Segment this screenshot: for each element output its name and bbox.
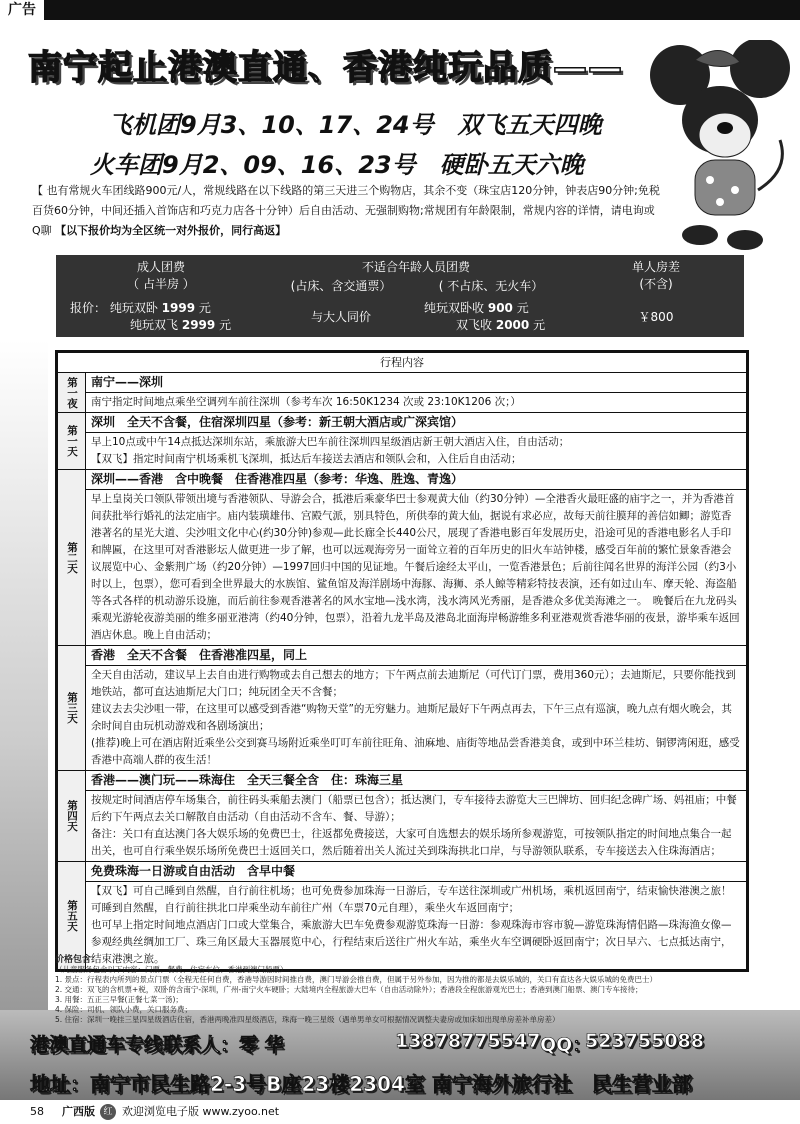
itinerary-table (55, 350, 749, 972)
day-description: 早上10点或中午14点抵达深圳东站，乘旅游大巴车前往深圳四星级酒店新王朝大酒店入住，自由活动； 【双飞】指定时间南宁机场乘机飞深圳，抵达后车接送去酒店和领队会和，入住后自由活动； (86, 433, 747, 470)
itinerary-day-body-row (58, 433, 747, 470)
note-line: （儿童服务包含以下内容：门票、餐费、住宿车位、香港到澳门船票） (55, 965, 288, 974)
itinerary-day-body-row (58, 666, 747, 771)
day-label: 第二天 (58, 470, 86, 646)
contact-person: 港澳直通车专线联系人：零 华 (30, 1034, 284, 1056)
itinerary-day-body-row (58, 791, 747, 862)
page-title: 南宁起止港澳直通、香港纯玩品质—— (28, 48, 623, 88)
day-title: 免费珠海一日游或自由活动 含早中餐 (86, 862, 747, 882)
day-label: 第五天 (58, 862, 86, 970)
notes-title: 价格包含： (55, 955, 101, 965)
contact-phone: 13878775547 (395, 1030, 541, 1052)
minnie-mouse-illustration (640, 40, 795, 255)
intro-price-note: 【以下报价均为全区统一对外报价，同行高返】 (55, 224, 287, 237)
flight-tour-subtitle: 飞机团9月3、10、17、24号 双飞五天四晚 (108, 111, 602, 139)
itinerary-day-row (58, 373, 747, 393)
itinerary-header: 行程内容 (58, 353, 747, 373)
unsuitable-fee-sub-bed: (占床、含交通票） (290, 279, 392, 293)
nobed-price-line2: 双飞收 2000 元 (456, 318, 546, 332)
decorative-left-strip (0, 340, 48, 1010)
edition-badge: 红 (100, 1104, 116, 1120)
unsuitable-fee-header: 不适合年龄人员团费 (361, 260, 470, 274)
itinerary-day-body-row (58, 490, 747, 646)
single-room-price: ￥800 (638, 310, 674, 324)
contact-line (30, 1030, 770, 1060)
day-description: 按规定时间酒店停车场集合，前往码头乘船去澳门（船票已包含）；抵达澳门，专车接待去游览大三巴牌坊、回归纪念碑广场、妈祖庙；中餐后约下午两点去关口解散自由活动（自由活动不含车、餐、导游）； 备注：关口有直达澳门各大娱乐场的免费巴士，往返都免费接送，大家可自选想去的娱乐场所参观游览，可按领队指定的时间地点集合一起出关，也可自行乘坐娱乐场所免费巴士返回关口，然后随着出关人流过关到珠海拱北口岸，与导游领队联系，专车接送去入住珠海酒店； (86, 791, 747, 862)
itinerary-day-row (58, 862, 747, 882)
price-includes-notes (55, 955, 745, 1025)
itinerary-day-row (58, 771, 747, 791)
day-title: 香港 全天不含餐 住香港准四星，同上 (86, 646, 747, 666)
day-label: 第一夜 (58, 373, 86, 413)
top-bar (0, 0, 800, 20)
intro-body: 【 也有常规火车团线路900元/人，常规线路在以下线路的第三天进三个购物店，其余不变（珠宝店120分钟，钟表店90分钟;免税百货60分钟，中间还插入首饰店和巧克力店各十分钟）后自由活动、无强制购物;常规团有年龄限制，常规内容的详情，请电询或Q聊 (32, 184, 660, 237)
adult-price-line2: 纯玩双飞 2999 元 (130, 318, 232, 332)
note-line: 1. 景点：行程表内所列的景点门票（全程无任何自费，香港导游因时间推自费，澳门导游会推自费，但属于另外参加，因为推的都是去娱乐城的，关口有直达各大娱乐城的免费巴士） (55, 975, 658, 984)
adult-fee-header: 成人团费 (136, 260, 185, 274)
page-number: 58 (30, 1105, 44, 1118)
nobed-price-line1: 纯玩双卧收 900 元 (424, 301, 529, 315)
train-tour-subtitle: 火车团9月2、09、16、23号 硬卧五天六晚 (90, 151, 584, 179)
note-line: 2. 交通：双飞的含机票+税，双卧的含南宁-深圳，广州-南宁火车硬卧；大陆境内全程旅游大巴车（自由活动除外）；香港段全程旅游观光巴士；香港到澳门船票、澳门专车接待； (55, 985, 643, 994)
qq-number: 523755088 (585, 1030, 704, 1052)
day-title: 香港——澳门玩——珠海住 全天三餐全含 住：珠海三星 (86, 771, 747, 791)
itinerary-day-row (58, 646, 747, 666)
day-label: 第三天 (58, 646, 86, 771)
same-as-adult-price: 与大人同价 (310, 310, 371, 324)
day-description: 早上皇岗关口领队带领出境与香港领队、导游会合，抵港后乘豪华巴士参观黄大仙（约30分钟）—全港香火最旺盛的庙宇之一，并为香港首间获批举行婚礼的法定庙宇。庙内装璜雄伟、宫殿气派，别具特色，所供奉的黄大仙，据说有求必应，故每天前往膜拜的善信如鲫；游览香港著名的星光大道、尖沙咀文化中心(约30分钟)参观—此长廊全长440公尺，展现了香港电影百年发展历史，沿途可见的香港电影名人手印和牌匾，在这里可对香港影坛人做更进一步了解，也可以远观海旁另一面耸立着的百年历史的旧火车站钟楼，感受百年前的繁忙景象香港会议展览中心、金紫荆广场（约20分钟）—1997回归中国的见证地。午餐后途经太平山，一览香港景色；后前往闻名世界的海洋公园（约3小时以上，包票），您可看到全世界最大的水族馆、鲨鱼馆及海洋剧场中海豚、海狮、杀人鲸等精彩特技表演，还有如过山车、摩天轮、海盗船等各式各样的机动游乐设施，而后前往参观香港著名的风水宝地—浅水湾，浅水湾风光秀丽，是香港众多优美海滩之一。 晚餐后在九龙码头乘观光游轮夜游美丽的维多丽亚港湾（约40分钟，包票），沿着九龙半岛及港岛北面海岸畅游维多利亚港观赏香港华丽的夜景，游毕乘车返回酒店休息。晚上自由活动； (86, 490, 747, 646)
page-footer (0, 1100, 800, 1124)
adult-price-line1: 报价： 纯玩双卧 1999 元 (70, 301, 211, 315)
note-line: 3. 用餐：五正三早餐(正餐七菜一汤)； (55, 995, 183, 1004)
day-title: 深圳——香港 含中晚餐 住香港准四星（参考：华逸、胜逸、青逸） (86, 470, 747, 490)
itinerary-day-row (58, 470, 747, 490)
day-description: 全天自由活动，建议早上去自由进行购物或去自己想去的地方；下午两点前去迪斯尼（可代订门票，费用360元）；去迪斯尼，只要你能找到地铁站，都可直达迪斯尼大门口；纯玩团全天不含餐； 建议去去尖沙咀一带，在这里可以感受到香港“购物天堂”的无穷魅力。迪斯尼最好下午两点再去，下午三点有巡演，晚九点有烟火晚会，其余时间自由玩机动游戏和各剧场演出； (推荐)晚上可在酒店附近乘坐公交到赛马场附近乘坐叮叮车前往旺角、油麻地、庙街等地品尝香港美食，或到中环兰桂坊、铜锣湾闲逛，感受香港中高端人群的夜生活！ (86, 666, 747, 771)
day-title: 深圳 全天不含餐，住宿深圳四星（参考：新王朝大酒店或广深宾馆） (86, 413, 747, 433)
day-description: 南宁指定时间地点乘坐空调列车前往深圳（参考车次 16:50K1234 次或 23:10K1206 次；） (86, 393, 747, 413)
itinerary-day-body-row (58, 393, 747, 413)
single-room-subheader: (不含) (639, 277, 673, 291)
day-title: 南宁——深圳 (86, 373, 747, 393)
intro-text (32, 181, 662, 241)
day-description: 【双飞】可自己睡到自然醒，自行前往机场；也可免费参加珠海一日游后，专车送往深圳或广州机场，乘机返回南宁，结束愉快港澳之旅！ 可睡到自然醒，自行前往拱北口岸乘坐动车前往广州（车票70元自理），乘坐火车返回南宁； 也可早上指定时间地点酒店门口或大堂集合，乘旅游大巴车免费参观游览珠海一日游：参观珠海市容市貌—游览珠海情侣路—珠海渔女像—参观经典丝绸加工厂、珠三角区最大玉器展览中心，行程结束后送往广州火车站，乘坐火车空调硬卧返回南宁；次日早六、七点抵达南宁，结束港澳之旅。 (86, 882, 747, 970)
address-line: 地址：南宁市民生路2-3号B座23楼2304室 南宁海外旅行社 民生营业部 (30, 1072, 692, 1096)
price-table (56, 255, 744, 337)
itinerary-day-row (58, 413, 747, 433)
ad-tag: 广告 (0, 0, 46, 20)
note-line: 4. 保险：司机、领队小费，关口服务费； (55, 1005, 193, 1014)
day-label: 第一天 (58, 413, 86, 470)
single-room-header: 单人房差 (631, 260, 680, 274)
website-link[interactable]: 欢迎浏览电子版 www.zyoo.net (122, 1105, 280, 1118)
day-label: 第四天 (58, 771, 86, 862)
adult-fee-subheader: （ 占半房 ） (127, 277, 195, 291)
qq-label: QQ： (540, 1034, 592, 1056)
note-line: 5. 住宿：深圳一晚挂三星四星级酒店住宿，香港两晚准四星级酒店，珠海一晚三星级（遇单男单女可根据情况调整夫妻房或加床如出现单房差补单房差） (55, 1015, 560, 1024)
edition-label: 广西版 (62, 1105, 95, 1118)
unsuitable-fee-sub-nobed: ( 不占床、无火车） (438, 279, 544, 293)
